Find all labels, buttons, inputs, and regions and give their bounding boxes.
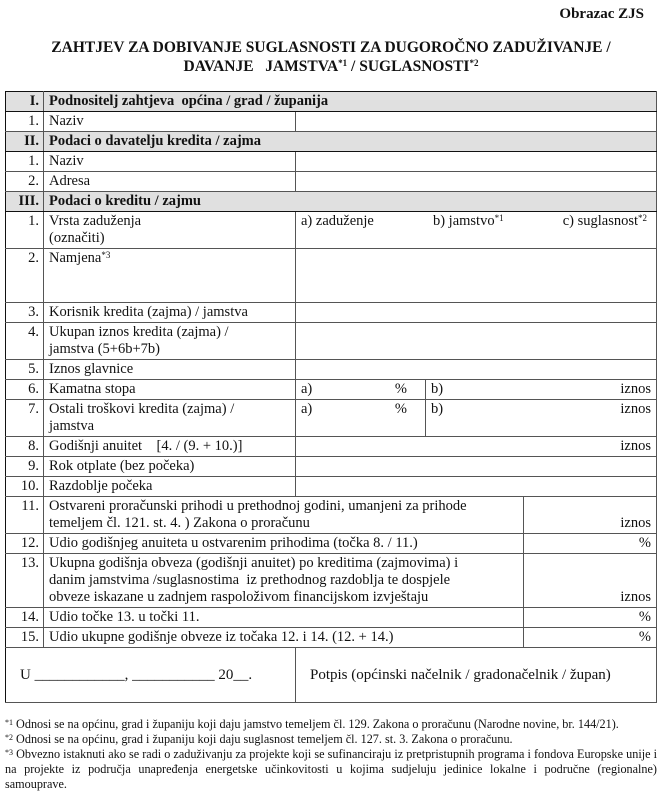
- field-label: Udio godišnjeg anuiteta u ostvarenim prihodima (točka 8. / 11.): [44, 534, 524, 554]
- field-label: Rok otplate (bez počeka): [44, 457, 296, 477]
- section-title: Podaci o davatelju kredita / zajma: [44, 132, 657, 152]
- annuity-input[interactable]: [296, 437, 657, 457]
- section-title: Podnositelj zahtjeva općina / grad / županija: [44, 92, 657, 112]
- label-text: Namjena: [49, 250, 102, 266]
- request-form-table: [5, 91, 657, 703]
- field-label: [44, 497, 524, 534]
- unit-iznos: iznos: [620, 515, 652, 531]
- table-row: [6, 400, 657, 437]
- row-number: 14.: [6, 608, 44, 628]
- option-jamstvo[interactable]: [433, 213, 504, 230]
- form-code: Obrazac ZJS: [559, 6, 644, 22]
- option-zaduzenje[interactable]: [301, 213, 374, 230]
- footnote-2: [5, 732, 657, 747]
- field-label: Kamatna stopa: [44, 380, 296, 400]
- table-row: [6, 554, 657, 608]
- obligation-share-input[interactable]: [524, 608, 657, 628]
- row-number: 6.: [6, 380, 44, 400]
- row-number: 2.: [6, 249, 44, 303]
- row-number: 8.: [6, 437, 44, 457]
- table-row: [6, 608, 657, 628]
- table-row: [6, 360, 657, 380]
- section-title: Podaci o kreditu / zajmu: [44, 192, 657, 212]
- field-label: [44, 249, 296, 303]
- label-line: danim jamstvima /suglasnostima iz prethodnog razdoblja te dospjele: [49, 572, 451, 588]
- label-line: Ukupan iznos kredita (zajma) /: [49, 324, 229, 340]
- title-jamstva: DAVANJE JAMSTVA: [183, 58, 339, 75]
- label-line: jamstva: [49, 418, 95, 434]
- lender-address-input[interactable]: [296, 172, 657, 192]
- footnote-mark: *1: [5, 718, 13, 727]
- total-share-input[interactable]: [524, 628, 657, 648]
- unit-percent: %: [638, 629, 652, 645]
- footnote-1: [5, 717, 657, 732]
- table-row: [6, 628, 657, 648]
- title-suglasnosti: / SUGLASNOSTI: [347, 58, 470, 75]
- row-number: 7.: [6, 400, 44, 437]
- field-label: [44, 400, 296, 437]
- table-row: [6, 112, 657, 132]
- interest-rate-percent-input[interactable]: [296, 380, 426, 400]
- option-a-label: a): [301, 401, 313, 417]
- section-applicant: [6, 92, 657, 112]
- lender-name-input[interactable]: [296, 152, 657, 172]
- section-credit: [6, 192, 657, 212]
- field-label: [44, 212, 296, 249]
- table-row: [6, 303, 657, 323]
- section-lender: [6, 132, 657, 152]
- annuity-share-input[interactable]: [524, 534, 657, 554]
- field-label: Udio ukupne godišnje obveze iz točaka 12. i 14. (12. + 14.): [44, 628, 524, 648]
- field-label: Godišnji anuitet [4. / (9. + 10.)]: [44, 437, 296, 457]
- option-b-label: b): [431, 401, 444, 417]
- place-date-field[interactable]: U ____________, ___________ 20__.: [6, 648, 296, 703]
- field-label: Korisnik kredita (zajma) / jamstva: [44, 303, 296, 323]
- option-a-label: a): [301, 381, 313, 397]
- credit-user-input[interactable]: [296, 303, 657, 323]
- row-number: 4.: [6, 323, 44, 360]
- field-label: Naziv: [44, 112, 296, 132]
- applicant-name-input[interactable]: [296, 112, 657, 132]
- table-row: [6, 323, 657, 360]
- footnote-3: [5, 747, 657, 792]
- label-line: obveze iskazane u zadnjem raspoloživom financijskom izvještaju: [49, 589, 429, 605]
- revenue-input[interactable]: [524, 497, 657, 534]
- row-number: 10.: [6, 477, 44, 497]
- table-row: [6, 249, 657, 303]
- row-number: 1.: [6, 212, 44, 249]
- footnote-ref-2: *2: [469, 58, 479, 68]
- field-label: Udio točke 13. u točki 11.: [44, 608, 524, 628]
- option-label: c) suglasnost: [562, 213, 639, 229]
- footnote-ref: *3: [101, 250, 111, 260]
- other-costs-amount-input[interactable]: [426, 400, 657, 437]
- label-line: (označiti): [49, 230, 105, 246]
- row-number: 13.: [6, 554, 44, 608]
- footnote-ref: *1: [494, 213, 504, 223]
- row-number: 1.: [6, 152, 44, 172]
- principal-input[interactable]: [296, 360, 657, 380]
- label-line: temeljem čl. 121. st. 4. ) Zakona o proračunu: [49, 515, 310, 531]
- section-number: II.: [6, 132, 44, 152]
- row-number: 1.: [6, 112, 44, 132]
- option-label: a) zaduženje: [301, 213, 374, 229]
- other-costs-percent-input[interactable]: [296, 400, 426, 437]
- unit-percent: %: [638, 535, 652, 551]
- table-row: [6, 212, 657, 249]
- row-number: 5.: [6, 360, 44, 380]
- table-row: [6, 380, 657, 400]
- option-b-label: b): [431, 381, 444, 397]
- unit-iznos: iznos: [620, 381, 652, 397]
- table-row: [6, 477, 657, 497]
- field-label: Adresa: [44, 172, 296, 192]
- interest-rate-amount-input[interactable]: [426, 380, 657, 400]
- label-line: Ostvareni proračunski prihodi u prethodnoj godini, umanjeni za prihode: [49, 498, 467, 514]
- field-label: Naziv: [44, 152, 296, 172]
- unit-percent: %: [638, 609, 652, 625]
- signature-field[interactable]: Potpis (općinski načelnik / gradonačelnik / župan): [296, 648, 657, 703]
- repayment-term-input[interactable]: [296, 457, 657, 477]
- row-number: 11.: [6, 497, 44, 534]
- field-label: [44, 323, 296, 360]
- unit-iznos: iznos: [620, 438, 652, 454]
- title-line-1: ZAHTJEV ZA DOBIVANJE SUGLASNOSTI ZA DUGOROČNO ZADUŽIVANJE /: [51, 39, 611, 56]
- footnote-ref: *2: [638, 213, 648, 223]
- page-title: [0, 38, 662, 76]
- debt-type-options: [296, 212, 657, 249]
- unit-iznos: iznos: [620, 589, 652, 605]
- table-row: [6, 152, 657, 172]
- grace-period-input[interactable]: [296, 477, 657, 497]
- table-row: [6, 534, 657, 554]
- purpose-input[interactable]: [296, 249, 657, 303]
- row-number: 2.: [6, 172, 44, 192]
- signature-row: [6, 648, 657, 703]
- field-label: Iznos glavnice: [44, 360, 296, 380]
- footnotes: [5, 717, 657, 792]
- label-line: Ostali troškovi kredita (zajma) /: [49, 401, 235, 417]
- total-amount-input[interactable]: [296, 323, 657, 360]
- section-number: III.: [6, 192, 44, 212]
- footnote-text: Obvezno istaknuti ako se radi o zaduživanju za projekte koji se sufinanciraju iz pretpristupnih programa i fondova Europske unije i na projekte iz područja unapređenja energetske učinkovitosti u kojima sudjeluju jedinice lokalne i područne (regionalne) samouprave.: [5, 747, 657, 791]
- unit-iznos: iznos: [620, 401, 652, 417]
- unit-percent: %: [394, 401, 407, 417]
- section-number: I.: [6, 92, 44, 112]
- option-suglasnost[interactable]: [563, 213, 647, 230]
- title-line-2: [0, 57, 662, 76]
- option-label: b) jamstvo: [432, 213, 495, 229]
- label-line: Ukupna godišnja obveza (godišnji anuitet) po kreditima (zajmovima) i: [49, 555, 459, 571]
- footnote-text: Odnosi se na općinu, grad i županiju koji daju suglasnost temeljem čl. 127. st. 3. Zakona o proračunu.: [13, 732, 513, 746]
- row-number: 3.: [6, 303, 44, 323]
- footnote-mark: *3: [5, 748, 13, 757]
- footnote-ref-1: *1: [338, 58, 348, 68]
- footnote-mark: *2: [5, 733, 13, 742]
- total-obligation-input[interactable]: [524, 554, 657, 608]
- table-row: [6, 172, 657, 192]
- row-number: 15.: [6, 628, 44, 648]
- unit-percent: %: [394, 381, 407, 397]
- table-row: [6, 457, 657, 477]
- label-line: jamstva (5+6b+7b): [49, 341, 160, 357]
- table-row: [6, 437, 657, 457]
- table-row: [6, 497, 657, 534]
- footnote-text: Odnosi se na općinu, grad i županiju koji daju jamstvo temeljem čl. 129. Zakona o proračunu (Narodne novine, br. 144/21).: [13, 717, 619, 731]
- row-number: 12.: [6, 534, 44, 554]
- label-line: Vrsta zaduženja: [49, 213, 142, 229]
- field-label: [44, 554, 524, 608]
- row-number: 9.: [6, 457, 44, 477]
- field-label: Razdoblje počeka: [44, 477, 296, 497]
